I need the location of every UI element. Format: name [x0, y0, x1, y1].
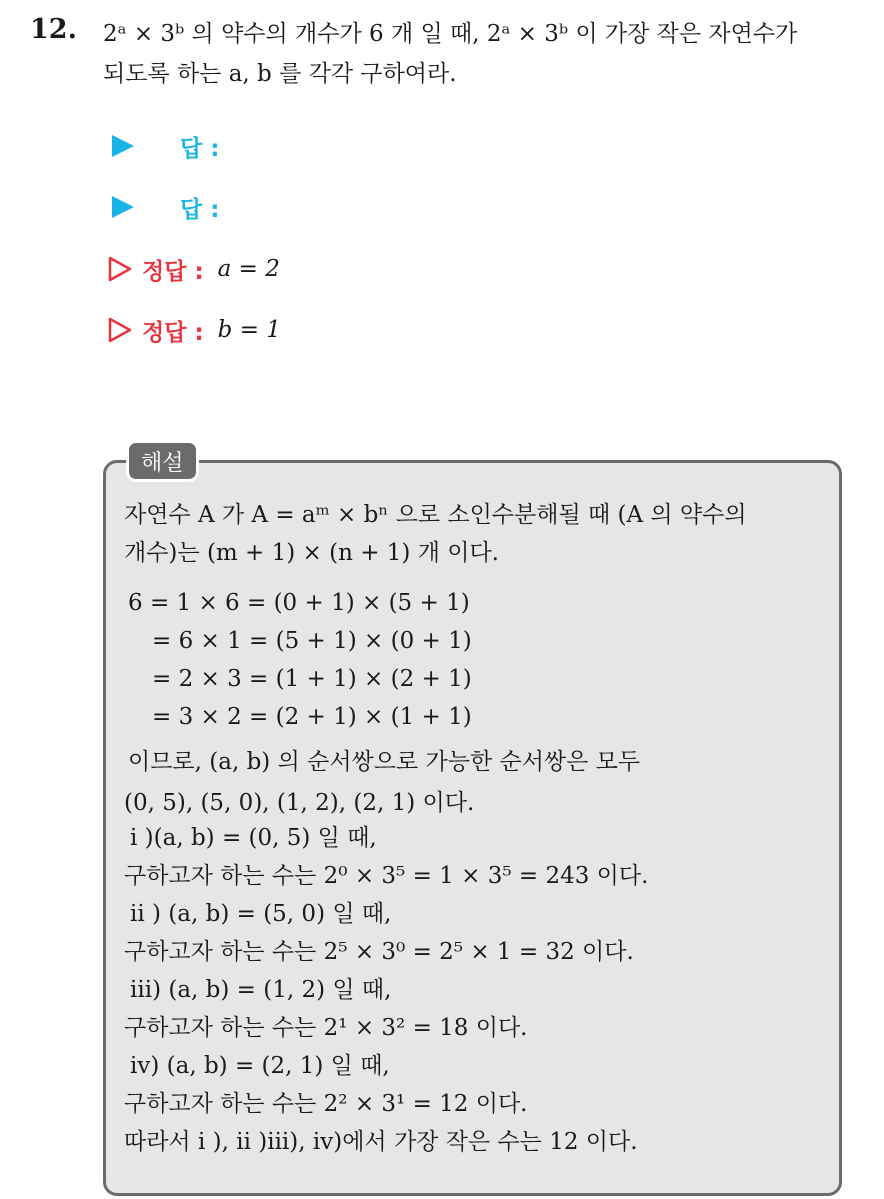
solution-line: 이므로, (a, b) 의 순서쌍으로 가능한 순서쌍은 모두: [128, 749, 641, 775]
solution-line: 6 = 1 × 6 = (0 + 1) × (5 + 1): [128, 590, 470, 616]
solution-tag: 해설: [126, 440, 199, 482]
question-text-line-2: 되도록 하는 a, b 를 각각 구하여라.: [103, 61, 457, 87]
correct-answer-row-1: [108, 251, 280, 287]
solution-line: 구하고자 하는 수는 2⁰ × 3⁵ = 1 × 3⁵ = 243 이다.: [124, 863, 649, 889]
answer-row-1: [108, 128, 219, 164]
answer-label: 답 :: [180, 196, 220, 223]
solution-line: 구하고자 하는 수는 2² × 3¹ = 12 이다.: [124, 1091, 528, 1117]
correct-answer-value: b = 1: [217, 317, 281, 343]
solution-line: (0, 5), (5, 0), (1, 2), (2, 1) 이다.: [124, 790, 475, 816]
question-text-line-1: 2ᵃ × 3ᵇ 의 약수의 개수가 6 개 일 때, 2ᵃ × 3ᵇ 이 가장 작은 자연수가: [103, 21, 798, 47]
outline-triangle-icon: [108, 256, 132, 282]
question-text: [103, 14, 873, 94]
solution-line: i )(a, b) = (0, 5) 일 때,: [130, 825, 377, 851]
solution-line: 구하고자 하는 수는 2⁵ × 3⁰ = 2⁵ × 1 = 32 이다.: [124, 939, 634, 965]
answer-label: 답 :: [180, 135, 220, 162]
correct-answer-value: a = 2: [217, 256, 280, 282]
correct-answer-label: 정답 :: [142, 258, 204, 285]
solution-line: = 2 × 3 = (1 + 1) × (2 + 1): [152, 666, 472, 692]
solution-line: 개수)는 (m + 1) × (n + 1) 개 이다.: [124, 540, 499, 566]
solution-line: 자연수 A 가 A = aᵐ × bⁿ 으로 소인수분해될 때 (A 의 약수의: [124, 502, 747, 528]
outline-triangle-icon: [108, 317, 132, 343]
correct-answer-label: 정답 :: [142, 319, 204, 346]
solution-line: iii) (a, b) = (1, 2) 일 때,: [130, 977, 392, 1003]
answer-row-2: [108, 189, 219, 225]
question-number: 12.: [30, 14, 77, 45]
play-triangle-icon: [112, 135, 134, 157]
correct-answer-row-2: [108, 312, 281, 348]
play-triangle-icon: [112, 196, 134, 218]
solution-line: = 3 × 2 = (2 + 1) × (1 + 1): [152, 704, 472, 730]
solution-line: iv) (a, b) = (2, 1) 일 때,: [130, 1053, 390, 1079]
solution-line: 구하고자 하는 수는 2¹ × 3² = 18 이다.: [124, 1015, 528, 1041]
solution-line: 따라서 i ), ii )iii), iv)에서 가장 작은 수는 12 이다.: [124, 1129, 638, 1155]
solution-line: = 6 × 1 = (5 + 1) × (0 + 1): [152, 628, 472, 654]
solution-line: ii ) (a, b) = (5, 0) 일 때,: [130, 901, 392, 927]
